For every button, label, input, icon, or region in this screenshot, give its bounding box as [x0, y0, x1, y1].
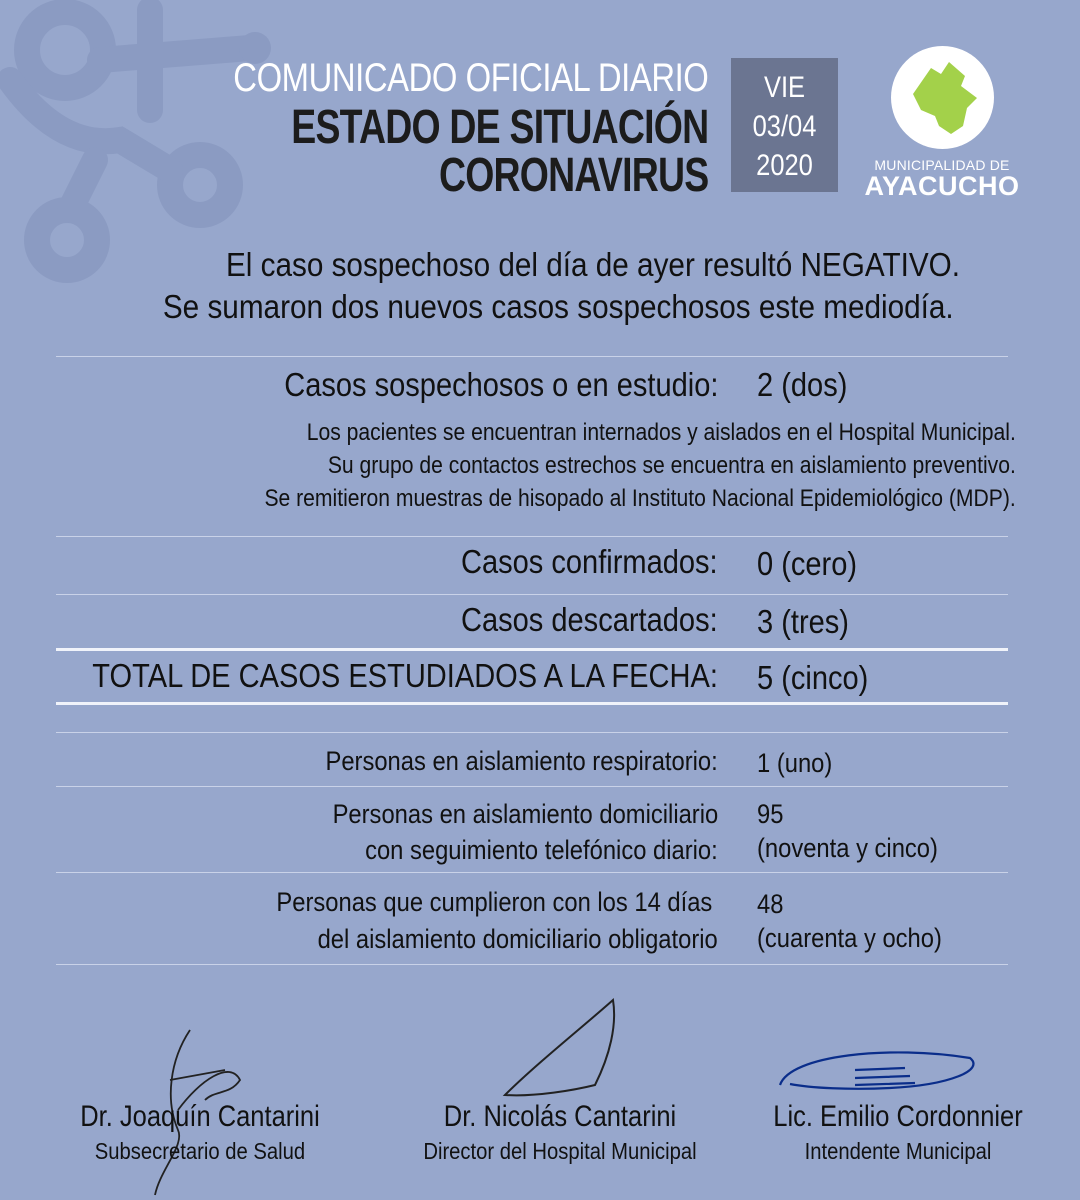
- date-day: VIE: [763, 71, 806, 104]
- header-line-1: COMUNICADO OFICIAL DIARIO: [232, 56, 708, 100]
- date-box: [731, 58, 838, 192]
- divider-thick: [56, 702, 1008, 705]
- header-title-block: [129, 58, 708, 200]
- signature-block: [738, 1100, 1058, 1165]
- date-year: 2020: [756, 149, 813, 182]
- discarded-value: 3 (tres): [757, 603, 849, 640]
- total-value: 5 (cinco): [757, 659, 869, 696]
- signature-scribble-3: [770, 1040, 985, 1100]
- discarded-label: Casos descartados:: [461, 601, 718, 638]
- divider: [56, 356, 1008, 357]
- divider: [56, 964, 1008, 965]
- divider: [56, 536, 1008, 537]
- isolation-home-label: con seguimiento telefónico diario:: [365, 835, 718, 865]
- signatory-name: Dr. Nicolás Cantarini: [443, 1100, 677, 1133]
- isolation-completed-value: 48: [757, 889, 784, 919]
- signatory-role: Subsecretario de Salud: [94, 1138, 306, 1164]
- ayacucho-map-icon: [891, 46, 994, 149]
- logo-circle: [891, 46, 994, 149]
- confirmed-value: 0 (cero): [757, 545, 858, 582]
- headline-line-1: El caso sospechoso del día de ayer resultó NEGATIVO.: [225, 246, 960, 283]
- signature-scribble-2: [495, 995, 635, 1105]
- signatory-name: Dr. Joaquín Cantarini: [80, 1100, 320, 1133]
- signatory-role: Director del Hospital Municipal: [423, 1138, 697, 1164]
- logo-line-2: AYACUCHO: [864, 171, 1020, 201]
- municipality-logo: [862, 46, 1022, 200]
- divider-thick: [56, 648, 1008, 651]
- logo-line-1: MUNICIPALIDAD DE: [874, 157, 1010, 173]
- isolation-respiratory-value: 1 (uno): [757, 748, 833, 778]
- confirmed-label: Casos confirmados:: [461, 543, 718, 580]
- total-label: TOTAL DE CASOS ESTUDIADOS A LA FECHA:: [92, 657, 718, 694]
- headline-line-2: Se sumaron dos nuevos casos sospechosos este mediodía.: [163, 288, 954, 325]
- date-daymonth: 03/04: [752, 110, 817, 143]
- isolation-home-value: (noventa y cinco): [757, 833, 938, 863]
- isolation-completed-label: Personas que cumplieron con los 14 días: [276, 887, 712, 917]
- header-line-3: CORONAVIRUS: [438, 149, 708, 202]
- divider: [56, 732, 1008, 733]
- suspects-label: Casos sospechosos o en estudio:: [283, 366, 718, 403]
- suspects-note: Se remitieron muestras de hisopado al Instituto Nacional Epidemiológico (MDP).: [264, 485, 1016, 512]
- divider: [56, 872, 1008, 873]
- suspects-note: Los pacientes se encuentran internados y aislados en el Hospital Municipal.: [306, 419, 1016, 446]
- signature-block: [400, 1100, 720, 1165]
- divider: [56, 786, 1008, 787]
- header-line-2: ESTADO DE SITUACIÓN: [290, 101, 708, 154]
- signatory-name: Lic. Emilio Cordonnier: [773, 1100, 1023, 1133]
- signatory-role: Intendente Municipal: [804, 1138, 992, 1164]
- suspects-value: 2 (dos): [757, 366, 848, 403]
- isolation-respiratory-label: Personas en aislamiento respiratorio:: [325, 746, 718, 776]
- signature-block: [40, 1100, 360, 1165]
- isolation-home-value: 95: [757, 799, 784, 829]
- isolation-home-label: Personas en aislamiento domiciliario: [332, 799, 718, 829]
- divider: [56, 594, 1008, 595]
- isolation-completed-value: (cuarenta y ocho): [757, 923, 942, 953]
- suspects-note: Su grupo de contactos estrechos se encuentra en aislamiento preventivo.: [328, 452, 1016, 479]
- isolation-completed-label: del aislamiento domiciliario obligatorio: [317, 924, 718, 954]
